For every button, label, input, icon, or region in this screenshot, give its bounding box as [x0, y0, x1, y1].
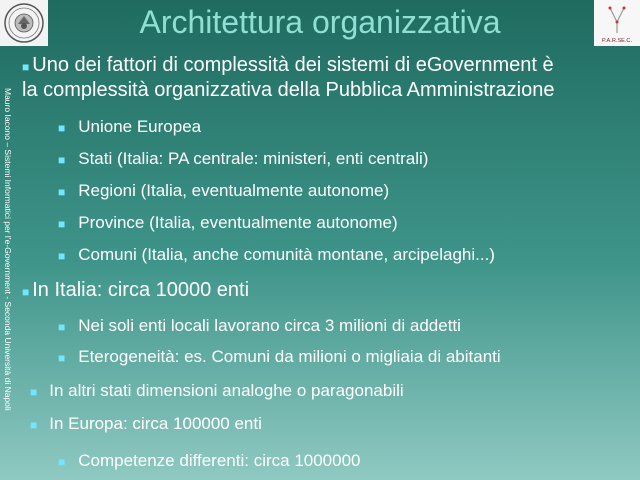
list-item: [58, 244, 495, 266]
level-item: Comuni (Italia, anche comunità montane, arcipelaghi...): [78, 245, 495, 264]
bullet-square-icon: ■: [58, 185, 66, 199]
level-item: Province (Italia, eventualmente autonome): [78, 213, 398, 232]
list-item: [58, 148, 428, 170]
list-item: [58, 315, 461, 337]
level-item: Unione Europea: [78, 117, 202, 136]
list-item: [58, 180, 389, 202]
list-item: [58, 212, 398, 234]
bullet-square-icon: ■: [58, 121, 66, 135]
bullet-italia: [22, 277, 249, 303]
slide-title: Architettura organizzativa: [139, 4, 501, 40]
europa-sub-item: Competenze differenti: circa 1000000: [78, 451, 361, 470]
list-item: [30, 413, 262, 435]
list-item: [58, 116, 201, 138]
list-item: [58, 450, 361, 472]
bullet-square-icon: ■: [58, 217, 66, 231]
bullet-intro-continuation: [22, 77, 554, 103]
author-sidebar-text: Mauro Iacono – Sistemi Informatici per l’e-Government - Seconda Università di Napoli: [3, 88, 13, 411]
parsec-logo-text: P.A.R.SE.C.: [601, 38, 633, 44]
bullet-square-icon: ■: [30, 385, 38, 399]
bullet-square-icon: ■: [22, 60, 30, 74]
italia-sub-item: Nei soli enti locali lavorano circa 3 milioni di addetti: [78, 316, 461, 335]
bullet-intro-line1: Uno dei fattori di complessità dei sistemi di eGovernment è: [32, 54, 554, 76]
bullet-square-icon: ■: [58, 153, 66, 167]
bullet-square-icon: ■: [30, 418, 38, 432]
bullet-square-icon: ■: [22, 285, 30, 299]
bullet-square-icon: ■: [58, 351, 66, 365]
level-item: Stati (Italia: PA centrale: ministeri, enti centrali): [78, 149, 429, 168]
bullet-square-icon: ■: [58, 320, 66, 334]
altri-stati-item: In altri stati dimensioni analoghe o paragonabili: [49, 381, 404, 400]
bullet-intro: [22, 52, 554, 78]
bullet-square-icon: ■: [58, 249, 66, 263]
bullet-italia-text: In Italia: circa 10000 enti: [32, 279, 250, 301]
europa-item: In Europa: circa 100000 enti: [49, 414, 262, 433]
bullet-square-icon: ■: [58, 455, 66, 469]
list-item: [30, 380, 404, 402]
list-item: [58, 346, 501, 368]
bullet-intro-line2: la complessità organizzativa della Pubblica Amministrazione: [22, 79, 555, 101]
italia-sub-item: Eterogeneità: es. Comuni da milioni o migliaia di abitanti: [78, 347, 501, 366]
level-item: Regioni (Italia, eventualmente autonome): [78, 181, 390, 200]
